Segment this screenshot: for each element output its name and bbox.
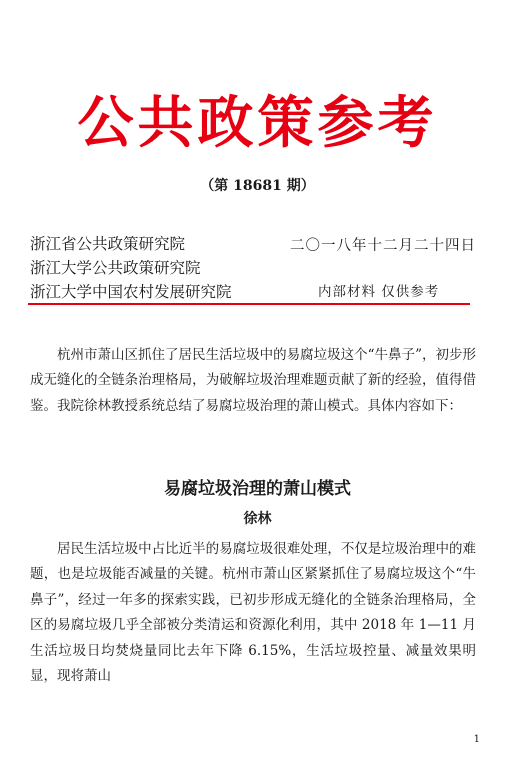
internal-note: 内部材料 仅供参考 xyxy=(318,284,440,300)
institution-2: 浙江大学公共政策研究院 xyxy=(30,259,201,277)
issue-number: （第 18681 期） xyxy=(200,178,315,194)
article-author: 徐林 xyxy=(243,511,272,527)
institution-3: 浙江大学中国农村发展研究院 xyxy=(30,283,232,301)
publication-date: 二〇一八年十二月二十四日 xyxy=(290,238,476,254)
body-paragraph: 居民生活垃圾中占比近半的易腐垃圾很难处理，不仅是垃圾治理中的难题，也是垃圾能否减量的关键。杭州市萧山区紧紧抓住了易腐垃圾这个“牛鼻子”，经过一年多的探索实践，已初步形成无缝化的全链条治理格局，全区的易腐垃圾几乎全部被分类清运和资源化利用，其中 2018 年 1—11 月生活垃圾日均焚烧量同比去年下降 6.15%，生活垃圾控量、减量效果明显，现将萧山 xyxy=(30,541,476,685)
institution-1: 浙江省公共政策研究院 xyxy=(30,235,186,253)
intro-paragraph: 杭州市萧山区抓住了居民生活垃圾中的易腐垃圾这个“牛鼻子”，初步形成无缝化的全链条治理格局，为破解垃圾治理难题贡献了新的经验，值得借鉴。我院徐林教授系统总结了易腐垃圾治理的萧山模式。具体内容如下： xyxy=(30,347,476,414)
page-number: 1 xyxy=(473,734,480,745)
article-title: 易腐垃圾治理的萧山模式 xyxy=(164,479,351,499)
header-divider xyxy=(28,303,470,305)
masthead-title: 公共政策参考 xyxy=(77,90,438,156)
